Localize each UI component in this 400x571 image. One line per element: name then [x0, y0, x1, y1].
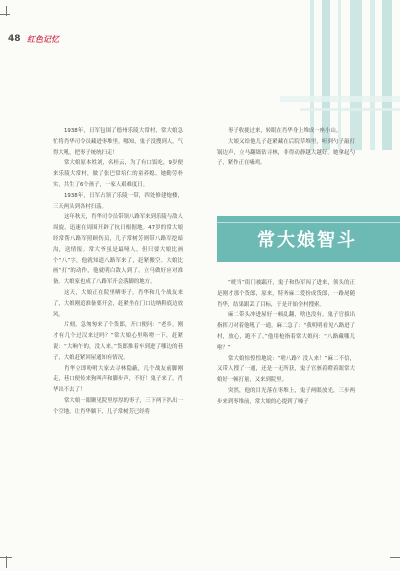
paragraph: 这年秋天，肖华司令员带领八路军来到乐陵与敌人周旋，迅速在周围开辟了抗日根据地。47岁的常大娘经常帮八路军照顾伤员，儿子常树芳则带八路军挖暗沟，送情报。常大爷虽是最哑人，但只要大娘比画个“八”字，他就知道八路军来了，赶紧搬空。大娘比画“打”的动作，他就明白敌人到了，立马做好应对准备。大娘家也成了八路军开会落脚的地方。	[53, 214, 183, 286]
paragraph: 肖华立即吩咐大家去寻林隐蔽，几个战友前脚刚走，巷口便传来狗叫声和脚步声，不好！鬼子来了，肖华出不去了！	[53, 365, 183, 394]
crop-mark	[390, 557, 400, 558]
paragraph: 常大娘一眼瞅见院里厚厚的枣子，三下两下扒出一个空地，让肖华躺下，儿子常树芳已经将	[53, 397, 183, 415]
column-name: 红色记忆	[27, 35, 59, 44]
paragraph: 枣子收拢过来，转眼在肖华身上堆成一座小山。	[228, 128, 342, 134]
paragraph: 1938年，日军占领了乐陵一带，四处修建炮楼，三天两头到各村扫荡。	[53, 192, 183, 210]
crop-mark	[0, 557, 12, 558]
paragraph: 1938年，日军包围了德州乐陵大常村，常大娘急忙将肖华司令员藏进枣堆里。哪知，鬼子没搜到人，气得大吼，把枣子统统扫走！	[53, 128, 183, 156]
paragraph: 这天，大娘正在院里晒枣子，肖华和几个战友来了，大娘刚追准备要开会，赶紧坐在门口边纳鞋底边放风。	[53, 289, 183, 318]
paragraph: 麻二带头冲进屋好一顿乱翻，啥也没有。鬼子官拔出指挥刀对着他吼了一通，麻二急了：“我明明看见八路进了村，放心，跑不了。”他用枪指着常大娘问：“八路藏哪儿啦？”	[217, 312, 355, 351]
paragraph: 片刻，急匆匆来了个货郎，开口便问：“老乡，刚才有几个过汉来过吗？”常大娘心里咯噔一下，赶紧说：“大晌午的，没人来。”货郎推着车到进了哪边的巷子，大娘赶紧回屋通知有情况。	[53, 322, 183, 361]
title-divider	[217, 222, 400, 223]
paragraph: 常大娘惊惶惶地说：“啥八路？没人来！”麻二不信，又带人搜了一通，还是一无所获，鬼子官骇着瞪着眼常大娘好一顿打量，又来到院里。	[217, 355, 355, 384]
article-column-right-bottom	[217, 278, 355, 408]
article-title: 常大娘智斗	[257, 230, 357, 251]
article-column-right-top	[217, 126, 355, 169]
paragraph: 常大娘原本姓刘，名桂云，为了有口饭吃，9岁便来乐陵大常村，做了张巴常培仁的童养媳。她勤劳朴实，共生了6个孩子，一家人艰难度日。	[53, 160, 183, 188]
article-column-left	[53, 126, 183, 418]
paragraph: 突然，他的目光落在枣堆上，鬼子两眼放光，三步两步来到枣堆前，常大娘的心提到了嗓子	[217, 387, 355, 405]
article-title-block	[217, 216, 400, 262]
page-number: 48	[8, 34, 21, 44]
crop-mark	[0, 14, 10, 15]
paragraph: “咣当”街门被踹开，鬼子和伪军闯了进来，领头的正是刚才那个货郎，原来，特务麻二爱扮成货郎，一路尾随肖华，结果跟丢了目标，于是开始全村搜索。	[217, 280, 355, 308]
paragraph: 大娘又给他儿子赶紧藏在后院草堆里，听到勺子敲打锅边声，立马翻墙钻寻林，非得动静越大越好。她拿起勺子，紧作正在嗑鸡。	[217, 138, 355, 167]
